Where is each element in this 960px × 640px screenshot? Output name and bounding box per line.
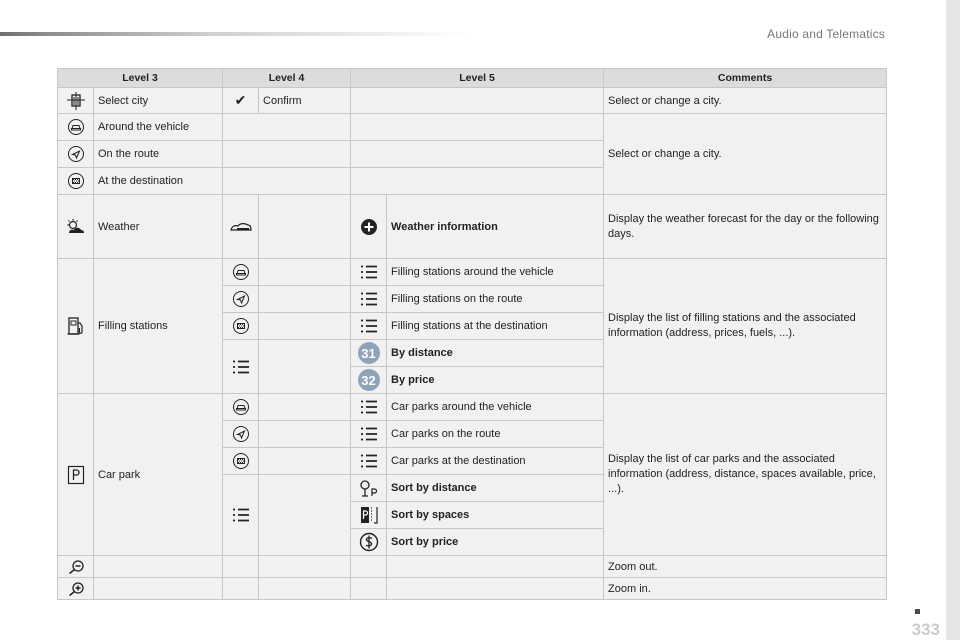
list-icon <box>351 259 387 286</box>
filling-comment: Display the list of filling stations and the associated information (address, prices, fuels, ...). <box>604 259 887 394</box>
vehicle-icon <box>58 114 94 141</box>
parking-spaces-icon <box>351 502 387 529</box>
select-city-label: Select city <box>94 88 223 114</box>
navigation-menu-table <box>57 68 887 600</box>
page-marker <box>915 609 920 614</box>
vehicle-icon <box>223 259 259 286</box>
around-comment: Select or change a city. <box>604 114 887 195</box>
sort-by-spaces-label: Sort by spaces <box>387 502 604 529</box>
col-level-3: Level 3 <box>58 69 223 88</box>
car-park-label: Car park <box>94 394 223 556</box>
check-icon: ✔ <box>223 88 259 114</box>
by-price-label: By price <box>387 367 604 394</box>
side-strip <box>946 0 960 640</box>
col-level-4: Level 4 <box>223 69 351 88</box>
list-icon <box>351 394 387 421</box>
list-icon <box>223 475 259 556</box>
section-title: Audio and Telematics <box>767 27 885 41</box>
confirm-label: Confirm <box>259 88 351 114</box>
header-gradient-bar <box>0 32 470 36</box>
sort-by-price-label: Sort by price <box>387 529 604 556</box>
badge-32: 32 <box>358 369 380 391</box>
table-row <box>58 114 887 141</box>
page-number: 333 <box>911 620 940 639</box>
weather-icon <box>58 195 94 259</box>
zoom-in-comment: Zoom in. <box>604 578 887 600</box>
zoom-out-icon <box>58 556 94 578</box>
col-comments: Comments <box>604 69 887 88</box>
filling-destination-label: Filling stations at the destination <box>387 313 604 340</box>
list-icon <box>351 421 387 448</box>
list-icon <box>223 340 259 394</box>
table-row <box>58 578 887 600</box>
zoom-in-icon <box>58 578 94 600</box>
filling-stations-label: Filling stations <box>94 259 223 394</box>
city-icon <box>58 88 94 114</box>
list-icon <box>351 313 387 340</box>
list-icon <box>351 286 387 313</box>
vehicle-icon <box>223 394 259 421</box>
carpark-route-label: Car parks on the route <box>387 421 604 448</box>
around-vehicle-label: Around the vehicle <box>94 114 223 141</box>
fuel-pump-icon <box>58 259 94 394</box>
table-row <box>58 88 887 114</box>
weather-comment: Display the weather forecast for the day or the following days. <box>604 195 887 259</box>
carpark-destination-label: Car parks at the destination <box>387 448 604 475</box>
dollar-icon <box>351 529 387 556</box>
weather-label: Weather <box>94 195 223 259</box>
carpark-around-label: Car parks around the vehicle <box>387 394 604 421</box>
location-parking-icon <box>351 475 387 502</box>
on-route-label: On the route <box>94 141 223 168</box>
forecast-icon <box>223 195 259 259</box>
filling-route-label: Filling stations on the route <box>387 286 604 313</box>
destination-icon <box>223 313 259 340</box>
table-row <box>58 259 887 286</box>
table-row <box>58 394 887 421</box>
route-icon <box>223 286 259 313</box>
select-city-comment: Select or change a city. <box>604 88 887 114</box>
destination-icon <box>58 168 94 195</box>
table-header <box>58 69 887 88</box>
list-icon <box>351 448 387 475</box>
by-distance-label: By distance <box>387 340 604 367</box>
table-row <box>58 195 887 259</box>
carpark-comment: Display the list of car parks and the associated information (address, distance, spaces available, price, ...). <box>604 394 887 556</box>
sort-by-distance-label: Sort by distance <box>387 475 604 502</box>
route-icon <box>223 421 259 448</box>
zoom-out-comment: Zoom out. <box>604 556 887 578</box>
col-level-5: Level 5 <box>351 69 604 88</box>
filling-around-label: Filling stations around the vehicle <box>387 259 604 286</box>
plus-circle-icon <box>351 195 387 259</box>
parking-icon <box>58 394 94 556</box>
weather-information-label: Weather information <box>387 195 604 259</box>
at-destination-label: At the destination <box>94 168 223 195</box>
route-icon <box>58 141 94 168</box>
badge-31: 31 <box>358 342 380 364</box>
table-row <box>58 556 887 578</box>
destination-icon <box>223 448 259 475</box>
